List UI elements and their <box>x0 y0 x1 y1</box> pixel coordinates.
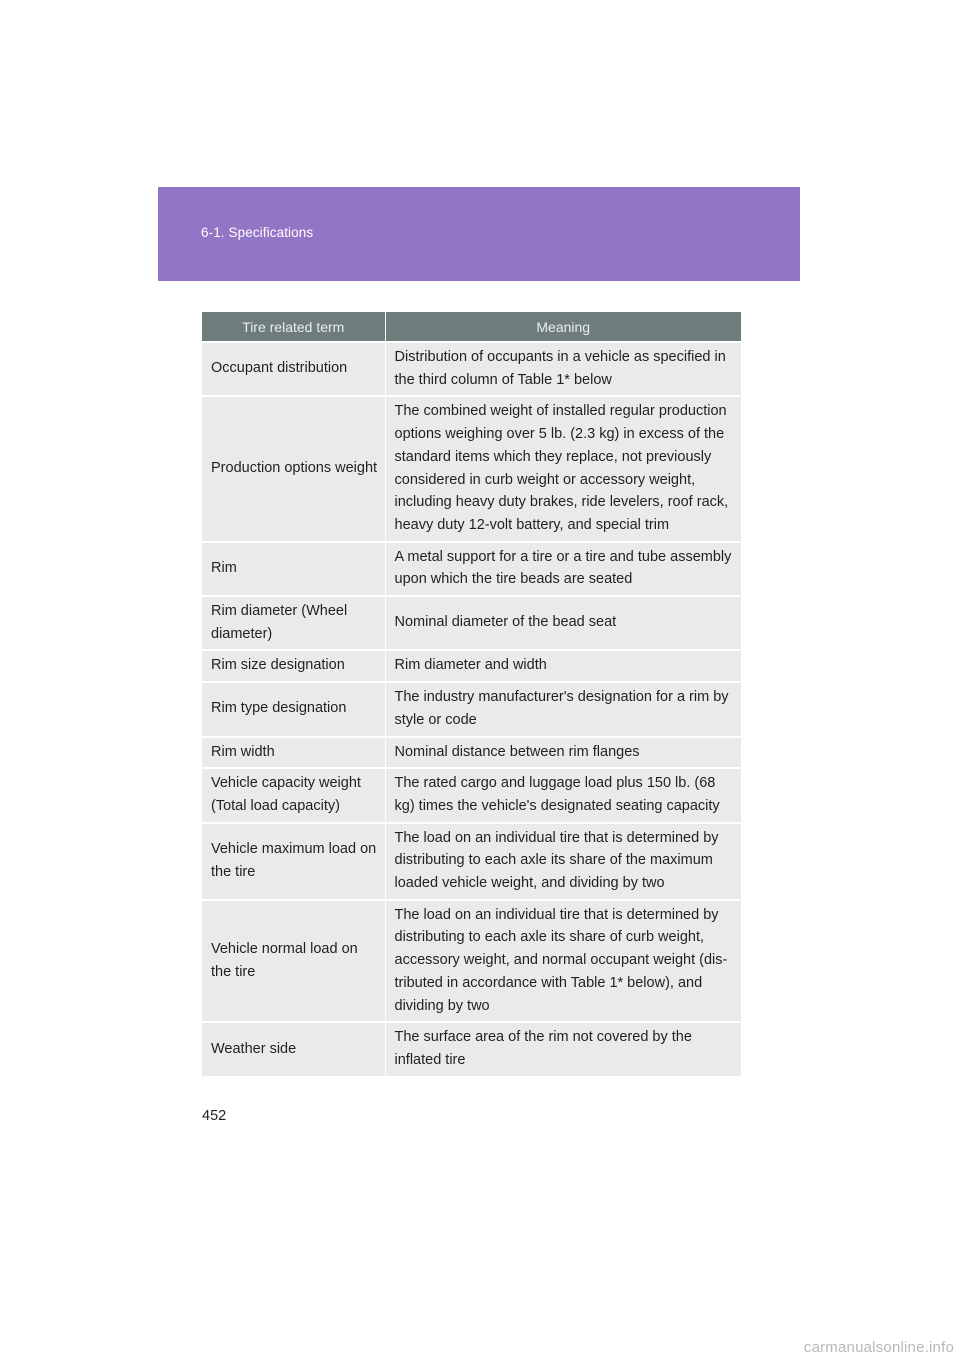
term-cell: Rim <box>202 542 385 596</box>
table-row <box>202 650 741 682</box>
term-cell: Vehicle maximum load on the tire <box>202 823 385 900</box>
table-row <box>202 596 741 650</box>
table-row <box>202 342 741 396</box>
term-cell: Rim size designation <box>202 650 385 682</box>
section-title: 6-1. Specifications <box>201 225 314 240</box>
table-header-row <box>202 312 741 342</box>
term-cell: Rim width <box>202 737 385 769</box>
table-row <box>202 900 741 1023</box>
page-number: 452 <box>202 1108 227 1124</box>
table-row <box>202 1022 741 1075</box>
meaning-cell: The load on an individual tire that is determined by distributing to each axle its share of the maximum loaded vehicle weight, and dividing by two <box>385 823 741 900</box>
column-header-meaning: Meaning <box>385 312 741 342</box>
meaning-cell: Nominal diameter of the bead seat <box>385 596 741 650</box>
meaning-cell: The combined weight of installed regular production options weighing over 5 lb. (2.3 kg) in excess of the standard items which they replace, not previously considered in curb weight or accessory weight, including heavy duty brakes, ride levelers, roof rack, heavy duty 12-volt battery, and special trim <box>385 396 741 541</box>
table-row <box>202 396 741 541</box>
table-row <box>202 768 741 822</box>
term-cell: Vehicle capacity weight (Total load capacity) <box>202 768 385 822</box>
meaning-cell: The industry manufacturer's designation for a rim by style or code <box>385 682 741 736</box>
meaning-cell: Rim diameter and width <box>385 650 741 682</box>
term-cell: Rim type designation <box>202 682 385 736</box>
meaning-cell: Distribution of occupants in a vehicle as specified in the third column of Table 1* below <box>385 342 741 396</box>
section-header-band <box>158 187 800 281</box>
table-row <box>202 823 741 900</box>
table-row <box>202 542 741 596</box>
term-cell: Production options weight <box>202 396 385 541</box>
term-cell: Vehicle normal load on the tire <box>202 900 385 1023</box>
meaning-cell: The surface area of the rim not covered by the inflated tire <box>385 1022 741 1075</box>
meaning-cell: The load on an individual tire that is determined by distributing to each axle its share of curb weight, accessory weight, and normal occupant weight (dis-tributed in accordance with Table 1* below), and dividing by two <box>385 900 741 1023</box>
meaning-cell: The rated cargo and luggage load plus 150 lb. (68 kg) times the vehicle's designated seating capacity <box>385 768 741 822</box>
tire-terms-table <box>202 312 741 1076</box>
meaning-cell: A metal support for a tire or a tire and tube assembly upon which the tire beads are seated <box>385 542 741 596</box>
meaning-cell: Nominal distance between rim flanges <box>385 737 741 769</box>
term-cell: Occupant distribution <box>202 342 385 396</box>
table-row <box>202 682 741 736</box>
column-header-term: Tire related term <box>202 312 385 342</box>
table-row <box>202 737 741 769</box>
term-cell: Weather side <box>202 1022 385 1075</box>
watermark: carmanualsonline.info <box>803 1339 954 1356</box>
term-cell: Rim diameter (Wheel diameter) <box>202 596 385 650</box>
